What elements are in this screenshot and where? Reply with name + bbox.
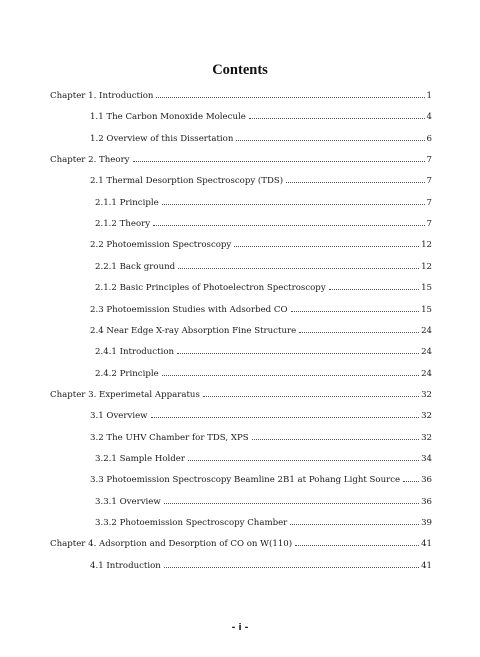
toc-entry-label: 3.1 Overview: [90, 411, 148, 422]
dot-leader: [291, 310, 420, 312]
toc-entry-page: 12: [421, 240, 432, 251]
toc-entry-label: 3.3.2 Photoemission Spectroscopy Chamber: [95, 518, 288, 528]
toc-entry: [90, 559, 432, 573]
toc-entry: [95, 260, 432, 274]
dot-leader: [234, 245, 419, 247]
toc-entry-page: 24: [421, 347, 432, 358]
toc-entry-label: 2.1.1 Principle: [95, 197, 159, 208]
dot-leader: [153, 224, 424, 226]
dot-leader: [188, 459, 419, 461]
toc-entry-page: 32: [421, 432, 432, 443]
toc-entry: [90, 174, 432, 188]
dot-leader: [164, 502, 419, 504]
toc-entry-label: 2.2 Photoemission Spectroscopy: [90, 240, 232, 251]
toc-entry-page: 15: [421, 283, 432, 294]
dot-leader: [178, 267, 419, 269]
toc-entry-label: 2.4 Near Edge X-ray Absorption Fine Structure: [90, 325, 297, 336]
dot-leader: [329, 288, 419, 290]
toc-entry-label: 2.4.2 Principle: [95, 368, 159, 379]
toc-entry-label: 3.2.1 Sample Holder: [95, 453, 185, 464]
toc-entry-page: 7: [426, 197, 432, 208]
toc-entry-page: 39: [421, 518, 432, 528]
toc-entry-page: 41: [421, 539, 432, 550]
dot-leader: [252, 438, 419, 440]
toc-entry-page: 7: [426, 155, 432, 166]
toc-entry-label: 4.1 Introduction: [90, 560, 161, 571]
toc-entry-label: 2.2.1 Back ground: [95, 261, 176, 272]
toc-entry-label: 2.1 Thermal Desorption Spectroscopy (TDS): [90, 176, 284, 187]
toc-entry: [90, 110, 432, 124]
toc-entry-page: 24: [421, 325, 432, 336]
dot-leader: [151, 416, 420, 418]
toc-entry-label: Chapter 3. Experimetal Apparatus: [50, 389, 200, 400]
toc-entry-label: Chapter 1. Introduction: [50, 91, 154, 101]
toc-entry: [95, 345, 432, 359]
toc-entry-page: 6: [426, 133, 432, 144]
toc-entry: [90, 132, 432, 146]
toc-entry-label: 1.2 Overview of this Dissertation: [90, 133, 234, 144]
dot-leader: [133, 160, 425, 162]
toc-entry-label: Chapter 4. Adsorption and Desorption of CO on W(110): [50, 539, 293, 550]
toc-entry-page: 15: [421, 304, 432, 315]
toc-entry: [95, 281, 432, 295]
toc-entry-label: 2.4.1 Introduction: [95, 347, 175, 358]
page-title: Contents: [212, 62, 268, 78]
toc-entry-label: 2.3 Photoemission Studies with Adsorbed CO: [90, 304, 288, 315]
dot-leader: [295, 544, 419, 546]
toc-entry-page: 4: [426, 112, 432, 123]
toc-entry: [95, 452, 432, 466]
toc-entry: [95, 196, 432, 210]
page-number: - i -: [231, 623, 249, 633]
dot-leader: [286, 181, 424, 183]
toc-entry-page: 1: [426, 91, 432, 101]
toc-entry: [50, 153, 432, 167]
dot-leader: [236, 139, 424, 141]
toc-entry: [90, 238, 432, 252]
toc-entry: [90, 473, 432, 487]
toc-entry: [50, 89, 432, 103]
toc-entry: [95, 217, 432, 231]
toc-entry-page: 7: [426, 219, 432, 230]
toc-entry: [95, 516, 432, 530]
toc-entry: [50, 537, 432, 551]
toc-entry: [90, 431, 432, 445]
dot-leader: [203, 395, 419, 397]
toc-entry-page: 12: [421, 261, 432, 272]
toc-entry-label: 3.2 The UHV Chamber for TDS, XPS: [90, 432, 249, 443]
dot-leader: [290, 523, 419, 525]
toc-entry: [90, 409, 432, 423]
toc-entry-page: 32: [421, 411, 432, 422]
dot-leader: [156, 96, 424, 98]
dot-leader: [162, 203, 425, 205]
toc-entry-page: 36: [421, 496, 432, 507]
toc-entry: [50, 388, 432, 402]
dot-leader: [177, 352, 419, 354]
toc-entry-page: 36: [421, 475, 432, 486]
toc-entry-label: 2.1.2 Theory: [95, 219, 151, 230]
toc-entry: [90, 324, 432, 338]
toc-entry-label: Chapter 2. Theory: [50, 155, 130, 166]
toc-entry-page: 41: [421, 560, 432, 571]
toc-entry-page: 24: [421, 368, 432, 379]
toc-entry-page: 34: [421, 453, 432, 464]
toc-entry: [95, 495, 432, 509]
dot-leader: [299, 331, 419, 333]
toc-entry-label: 3.3.1 Overview: [95, 496, 161, 507]
toc-entry-label: 1.1 The Carbon Monoxide Molecule: [90, 112, 246, 123]
dot-leader: [249, 117, 425, 119]
dot-leader: [162, 374, 419, 376]
toc-entry-page: 7: [426, 176, 432, 187]
toc-entry: [90, 303, 432, 317]
toc-entry-label: 3.3 Photoemission Spectroscopy Beamline 2B1 at Pohang Light Source: [90, 475, 401, 486]
dot-leader: [403, 480, 419, 482]
toc-entry-label: 2.1.2 Basic Principles of Photoelectron Spectroscopy: [95, 283, 326, 294]
toc-entry-page: 32: [421, 389, 432, 400]
toc-entry: [95, 367, 432, 381]
dot-leader: [164, 566, 419, 568]
